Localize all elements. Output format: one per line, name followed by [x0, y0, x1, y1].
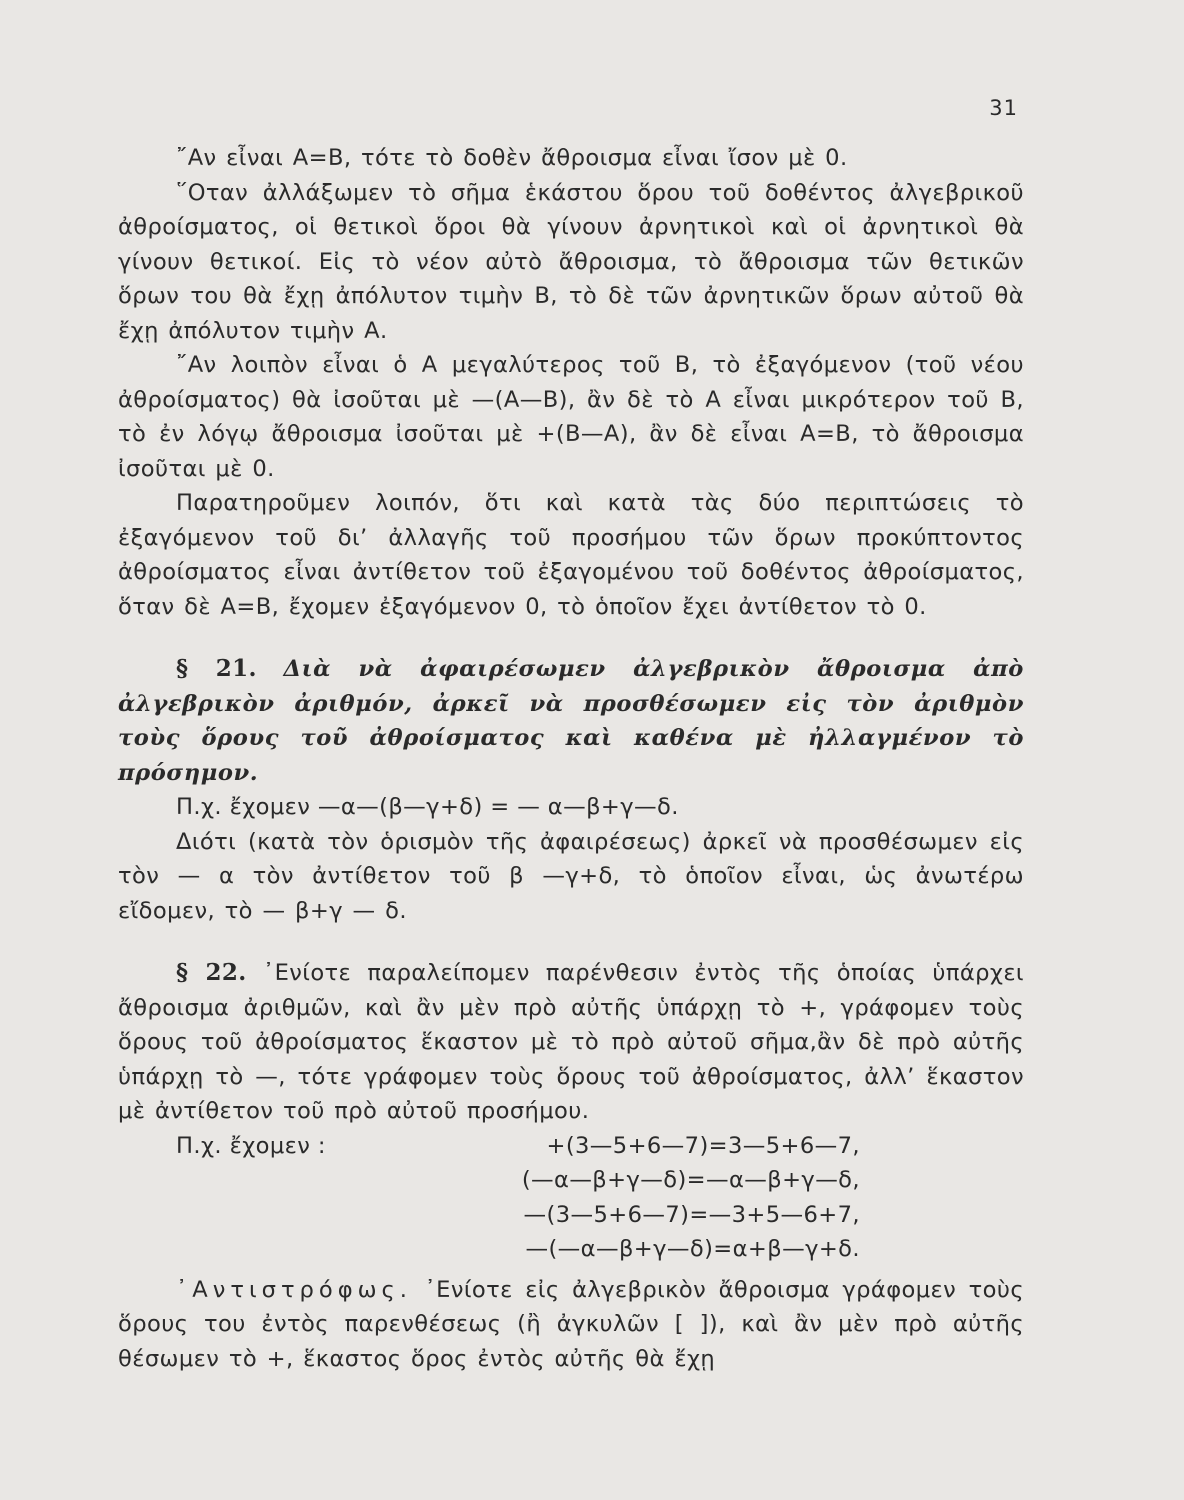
section-21-number: § 21.: [176, 655, 257, 682]
page-number: 31: [989, 96, 1018, 120]
equation-block: [118, 1129, 1024, 1267]
equation-row: [118, 1198, 1024, 1233]
example-lead: Π.χ. ἔχομεν :: [176, 1132, 326, 1159]
section-21-rule: Διὰ νὰ ἀφαιρέσωμεν ἀλγεβρικὸν ἄθροισμα ἀπὸ ἀλγεβρικὸν ἀριθμόν, ἀρκεῖ νὰ προσθέσωμεν εἰς τὸν ἀριθμὸν τοὺς ὅρους τοῦ ἀθροίσματος καὶ καθένα μὲ ἠλλαγμένον τὸ πρόσημον.: [118, 656, 1024, 786]
section-22-text: ᾽Ενίοτε παραλείπομεν παρένθεσιν ἐντὸς τῆς ὁποίας ὑπάρχει ἄθροισμα ἀριθμῶν, καὶ ἂν μὲν πρὸ αὐτῆς ὑπάρχῃ τὸ +, γράφομεν τοὺς ὅρους τοῦ ἀθροίσματος ἕκαστον μὲ τὸ πρὸ αὐτοῦ σῆμα,ἂν δὲ πρὸ αὐτῆς ὑπάρχῃ τὸ —, τότε γράφομεν τοὺς ὅρους τοῦ ἀθροίσματος, ἀλλ’ ἕκαστον μὲ ἀντίθετον τοῦ πρὸ αὐτοῦ προσήμου.: [118, 960, 1024, 1124]
converse-label: ᾽Αντιστρόφως.: [176, 1276, 412, 1303]
converse-text: ᾽Ενίοτε εἰς ἀλγεβρικὸν ἄθροισμα γράφομεν τοὺς ὅρους του ἐντὸς παρενθέσεως (ἢ ἀγκυλῶν [ ]), καὶ ἂν μὲν πρὸ αὐτῆς θέσωμεν τὸ +, ἕκαστος ὅρος ἐντὸς αὐτῆς θὰ ἔχῃ: [118, 1276, 1024, 1372]
paragraph-2: ῞Οταν ἀλλάξωμεν τὸ σῆμα ἑκάστου ὅρου τοῦ δοθέντος ἀλγεβρικοῦ ἀθροίσματος, οἱ θετικοὶ ὅροι θὰ γίνουν ἀρνητικοὶ καὶ οἱ ἀρνητικοὶ θὰ γίνουν θετικοί. Εἰς τὸ νέον αὐτὸ ἄθροισμα, τὸ ἄθροισμα τῶν θετικῶν ὅρων του θὰ ἔχῃ ἀπόλυτον τιμὴν Β, τὸ δὲ τῶν ἀρνητικῶν ὅρων αὐτοῦ θὰ ἔχῃ ἀπόλυτον τιμὴν Α.: [118, 179, 1024, 344]
section-22-number: § 22.: [176, 959, 247, 986]
converse-paragraph: [118, 1273, 1024, 1377]
equation-row: [118, 1129, 1024, 1164]
paragraph-3: ῎Αν λοιπὸν εἶναι ὁ Α μεγαλύτερος τοῦ Β, τὸ ἐξαγόμενον (τοῦ νέου ἀθροίσματος) θὰ ἰσοῦται μὲ —(Α—Β), ἂν δὲ τὸ Α εἶναι μικρότερον τοῦ Β, τὸ ἐν λόγῳ ἄθροισμα ἰσοῦται μὲ +(Β—Α), ἂν δὲ εἶναι Α=Β, τὸ ἄθροισμα ἰσοῦται μὲ 0.: [118, 352, 1024, 482]
section-22-paragraph: [118, 956, 1024, 1129]
paragraph-4: Παρατηροῦμεν λοιπόν, ὅτι καὶ κατὰ τὰς δύο περιπτώσεις τὸ ἐξαγόμενον τοῦ δι’ ἀλλαγῆς τοῦ προσήμου τῶν ὅρων προκύπτοντος ἀθροίσματος εἶναι ἀντίθετον τοῦ ἐξαγομένου τοῦ δοθέντος ἀθροίσματος, ὅταν δὲ Α=Β, ἔχομεν ἐξαγόμενον 0, τὸ ὁποῖον ἔχει ἀντίθετον τὸ 0.: [118, 490, 1024, 620]
section-21-example: Π.χ. ἔχομεν —α—(β—γ+δ) = — α—β+γ—δ.: [176, 794, 679, 820]
equation-row: [118, 1163, 1024, 1198]
equation-4: —(—α—β+γ—δ)=α+β—γ+δ.: [525, 1236, 860, 1262]
section-21-explanation: Διότι (κατὰ τὸν ὁρισμὸν τῆς ἀφαιρέσεως) ἀρκεῖ νὰ προσθέσωμεν εἰς τὸν — α τὸν ἀντίθετον τοῦ β —γ+δ, τὸ ὁποῖον εἶναι, ὡς ἀνωτέρω εἴδομεν, τὸ — β+γ — δ.: [118, 828, 1024, 924]
equation-1: +(3—5+6—7)=3—5+6—7,: [546, 1132, 860, 1159]
equation-3: —(3—5+6—7)=—3+5—6+7,: [523, 1201, 860, 1228]
equation-row: [118, 1232, 1024, 1267]
section-21-rule-paragraph: [118, 652, 1024, 790]
equation-2: (—α—β+γ—δ)=—α—β+γ—δ,: [521, 1167, 860, 1193]
page-body: [118, 141, 1024, 1376]
paragraph-1: ῎Αν εἶναι Α=Β, τότε τὸ δοθὲν ἄθροισμα εἶναι ἴσον μὲ 0.: [176, 145, 848, 171]
